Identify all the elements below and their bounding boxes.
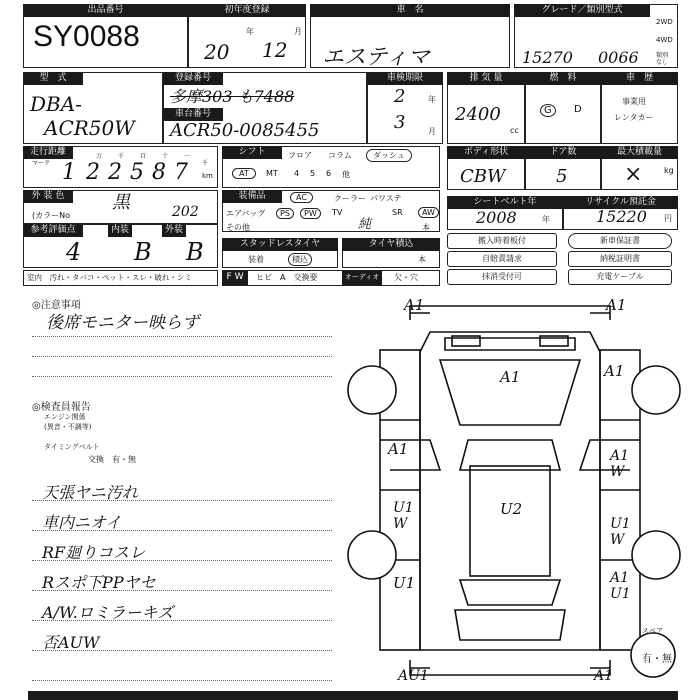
- model-name: エスティマ: [322, 45, 430, 70]
- report-engine: エンジン関係: [44, 413, 86, 421]
- doors-value: 5: [556, 166, 568, 187]
- diag-fl: A1: [604, 362, 625, 380]
- report-engine2: (異音・不調等): [44, 423, 92, 431]
- exterior-value: B: [186, 238, 204, 266]
- notes-title: ◎注意事項: [32, 300, 81, 311]
- diag-a1-top-left: A1: [404, 296, 425, 314]
- equip-unit: 本: [422, 223, 430, 232]
- fw-label: F W: [222, 271, 248, 285]
- mileage-d5: 8: [152, 160, 166, 185]
- unit-juu: 十: [162, 153, 169, 160]
- diag-rdr: U1 W: [610, 516, 631, 548]
- insp-v2: 3: [394, 112, 406, 133]
- spare-label: スペア: [642, 627, 663, 635]
- shift-column: コラム: [328, 151, 352, 160]
- tire-label: タイヤ積込: [342, 238, 440, 251]
- displacement-label: 排 気 量: [447, 72, 525, 85]
- notes-line1: 後席モニター映らず: [46, 313, 199, 333]
- recycle-value: 15220: [596, 207, 647, 226]
- doc-2: 新車保証書: [568, 233, 672, 249]
- doc-1: 搬入時着板付: [447, 233, 557, 249]
- grade-label: グレード／類別型式: [514, 4, 650, 17]
- equip-aw: AW: [418, 207, 439, 218]
- interior-row: 室内 汚れ・タバコ・ペット・スレ・破れ・シミ: [27, 273, 192, 282]
- equip-label: 装備品: [222, 190, 282, 203]
- mileage-km: km: [202, 172, 213, 180]
- reg-value: 多摩303 も7488: [170, 87, 295, 106]
- equip-cooler: クーラー: [334, 194, 366, 203]
- mileage-d4: 5: [130, 160, 144, 185]
- first-reg-year: 20: [204, 40, 230, 64]
- interior-value: B: [134, 238, 152, 266]
- recycle-label: リサイクル預託金: [563, 196, 678, 209]
- chassis-value: ACR50-0085455: [170, 120, 320, 141]
- shift-label: シフト: [222, 146, 282, 159]
- legend-bar: [28, 691, 678, 700]
- report-item-6: 否AUW: [42, 633, 100, 652]
- shift-5: 5: [310, 169, 316, 178]
- unit-man: 万: [96, 153, 103, 160]
- spare-value: 有・無: [642, 654, 672, 665]
- shift-at: AT: [232, 168, 256, 179]
- report-item-5: A/W.ロミラーキズ: [42, 603, 174, 622]
- model-label: 車 名: [310, 4, 510, 17]
- exterior-label: 外装: [162, 224, 186, 237]
- capacity-value: ×: [624, 162, 643, 187]
- inspection-label: 車検期限: [367, 72, 443, 85]
- equip-ps2: PS: [276, 208, 294, 219]
- year-unit: 年: [246, 27, 254, 36]
- equip-airbag: エアバッグ: [226, 209, 266, 218]
- studless-o1: 装着: [248, 255, 264, 264]
- type-value2: ACR50W: [44, 116, 135, 140]
- color-label: 外 装 色: [23, 190, 73, 203]
- seatbelt-unit: 年: [542, 215, 550, 224]
- shift-other: 他: [342, 170, 350, 179]
- equip-pw: PW: [300, 208, 321, 219]
- displacement-value: 2400: [455, 104, 501, 125]
- mileage-d1: 1: [62, 160, 76, 185]
- studless-label: スタッドレスタイヤ: [222, 238, 338, 251]
- unit-ichi: 一: [184, 153, 191, 160]
- diag-hood: A1: [500, 368, 521, 386]
- diag-roof: U2: [500, 500, 523, 518]
- diag-a1-top-right: A1: [606, 296, 627, 314]
- diag-fdl: A1: [388, 440, 409, 458]
- seatbelt-label: シートベルト年: [447, 196, 563, 209]
- doc-5: 抹消受付可: [447, 269, 557, 285]
- lot-number: SY0088: [33, 20, 140, 53]
- mileage-d2: 2: [86, 160, 100, 185]
- first-reg-month: 12: [262, 38, 288, 62]
- shift-mt: MT: [266, 169, 278, 178]
- doc-4: 納税証明書: [568, 251, 672, 267]
- eval-label: 参考評価点: [23, 224, 83, 237]
- capacity-unit: kg: [664, 166, 674, 175]
- chassis-label: 車台番号: [163, 108, 223, 121]
- equip-note: 純: [358, 217, 372, 232]
- unit-hyaku: 百: [140, 153, 147, 160]
- capacity-label: 最大積載量: [601, 146, 678, 159]
- type-value1: DBA-: [30, 92, 82, 116]
- type-label: 型 式: [23, 72, 83, 85]
- body-value: CBW: [460, 166, 506, 187]
- doc-3: 自賠責請求: [447, 251, 557, 267]
- shift-6: 6: [326, 169, 332, 178]
- fuel-g: G: [540, 104, 556, 117]
- diag-qrl: U1: [393, 574, 416, 592]
- color-value: 黒: [112, 192, 130, 213]
- insp-v1: 2: [394, 86, 406, 107]
- shift-floor: フロア: [288, 151, 312, 160]
- diag-bottom-left: AU1: [398, 668, 429, 684]
- grade-value2: 0066: [598, 48, 639, 67]
- displacement-unit: cc: [510, 126, 519, 135]
- diag-rdl: U1 W: [393, 500, 414, 532]
- first-reg-label: 初年度登録: [188, 4, 306, 17]
- insp-month: 月: [428, 127, 436, 136]
- recycle-unit: 円: [664, 214, 672, 223]
- diag-fdr: A1 W: [610, 448, 630, 480]
- mileage-thousand: 千: [202, 160, 209, 167]
- mileage-d3: 2: [108, 160, 122, 185]
- seatbelt-value: 2008: [476, 208, 517, 227]
- mileage-d6: 7: [174, 160, 188, 185]
- equip-ac: AC: [290, 192, 313, 203]
- report-timing: タイミングベルト: [44, 443, 100, 451]
- doc-6: 充電ケーブル: [568, 269, 672, 285]
- month-unit: 月: [294, 27, 302, 36]
- report-item-1: 天張ヤニ汚れ: [42, 483, 139, 502]
- drive-2wd: 2WD: [656, 18, 673, 26]
- drive-4wd: 4WD: [656, 36, 673, 44]
- mileage-label: 走行距離: [23, 146, 73, 159]
- shift-4: 4: [294, 169, 300, 178]
- lot-label: 出品番号: [23, 4, 188, 17]
- color-code-label: (カラーNo: [32, 211, 70, 220]
- equip-ps: パワステ: [370, 194, 402, 203]
- history-rental: レンタカー: [614, 113, 654, 122]
- interior-label: 内装: [108, 224, 132, 237]
- history-label: 車 歴: [601, 72, 678, 85]
- equip-tv: TV: [332, 208, 343, 217]
- fw-opts: ヒビ A 交換要: [256, 273, 318, 282]
- body-label: ボディ形状: [447, 146, 525, 159]
- report-item-4: Rスポ下PPヤセ: [42, 573, 156, 592]
- studless-o2: 積込: [288, 253, 312, 266]
- audio-opts: 欠・穴: [394, 273, 418, 282]
- report-title: ◎検査員報告: [32, 402, 91, 413]
- class-none: 類別 なし: [656, 52, 669, 66]
- report-item-2: 車内ニオイ: [42, 513, 122, 532]
- report-exchange: 交換 有・無: [88, 455, 136, 464]
- insp-year: 年: [428, 95, 436, 104]
- grade-value1: 15270: [522, 48, 573, 67]
- reg-label: 登録番号: [163, 72, 223, 85]
- color-code: 202: [172, 204, 199, 220]
- eval-value: 4: [66, 238, 82, 266]
- history-biz: 事業用: [622, 97, 646, 106]
- fuel-label: 燃 料: [525, 72, 601, 85]
- mileage-mark: マーク: [32, 160, 51, 167]
- equip-sr: SR: [392, 208, 403, 217]
- report-item-3: RF廻りコスレ: [42, 543, 146, 562]
- unit-sen: 千: [118, 153, 125, 160]
- diag-bottom-right: A1: [594, 668, 614, 684]
- audio-label: オーディオ: [342, 271, 382, 285]
- tire-unit: 本: [418, 255, 426, 264]
- fuel-d: D: [574, 104, 582, 115]
- doors-label: ドア数: [525, 146, 601, 159]
- equip-other: その他: [226, 223, 250, 232]
- shift-dash: ダッシュ: [366, 149, 412, 162]
- diag-qrr: A1 U1: [610, 570, 631, 602]
